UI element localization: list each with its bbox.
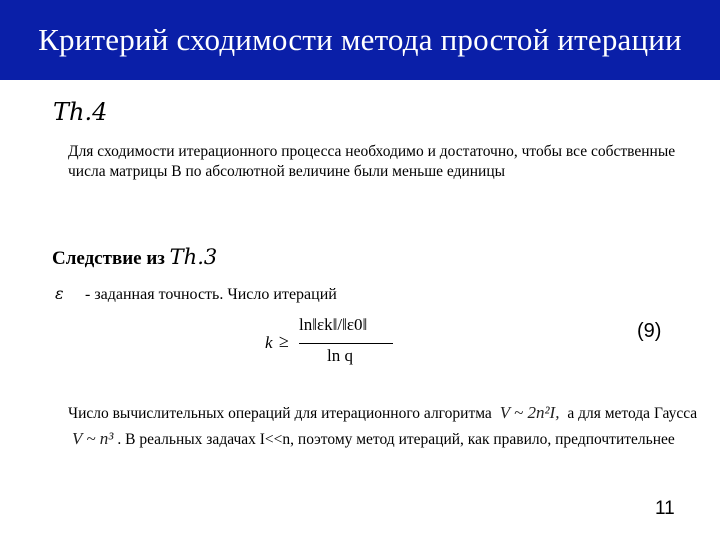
- formula-relation: ≥: [279, 331, 289, 351]
- corollary-heading: [52, 245, 217, 270]
- formula-numerator: ln‖εk‖/‖ε0‖: [299, 315, 368, 334]
- equation-number: (9): [637, 320, 662, 342]
- ops-line2a: а для метода Гаусса: [567, 405, 698, 422]
- theorem-label: Th.4: [53, 98, 108, 126]
- epsilon-text: - заданная точность. Число итераций: [81, 286, 337, 303]
- formula-lhs: k: [265, 333, 273, 352]
- iteration-count-formula: [265, 315, 395, 375]
- ops-formula1: V ~ 2n²I,: [499, 403, 560, 422]
- formula-denominator: ln q: [327, 346, 353, 365]
- epsilon-symbol: ε: [55, 284, 64, 303]
- ops-line2b: . В реальных задачах I<<n, поэтому метод итераций, как правило, предпочтительнее: [117, 431, 675, 448]
- operations-text: [68, 400, 708, 452]
- slide-title: Критерий сходимости метода простой итерации: [38, 22, 682, 57]
- theorem-text: Для сходимости итерационного процесса необходимо и достаточно, чтобы все собственные числа матрицы B по абсолютной величине были меньше единицы: [68, 143, 676, 180]
- corollary-title: Следствие из: [52, 248, 170, 269]
- epsilon-line: [55, 284, 337, 304]
- ops-line1: Число вычислительных операций для итерационного алгоритма: [68, 405, 492, 422]
- page-number: 11: [655, 498, 675, 519]
- corollary-ref: Th.3: [169, 245, 218, 269]
- ops-formula2: V ~ n³: [72, 429, 114, 448]
- fraction-bar: [299, 343, 393, 344]
- title-bar: [0, 0, 720, 80]
